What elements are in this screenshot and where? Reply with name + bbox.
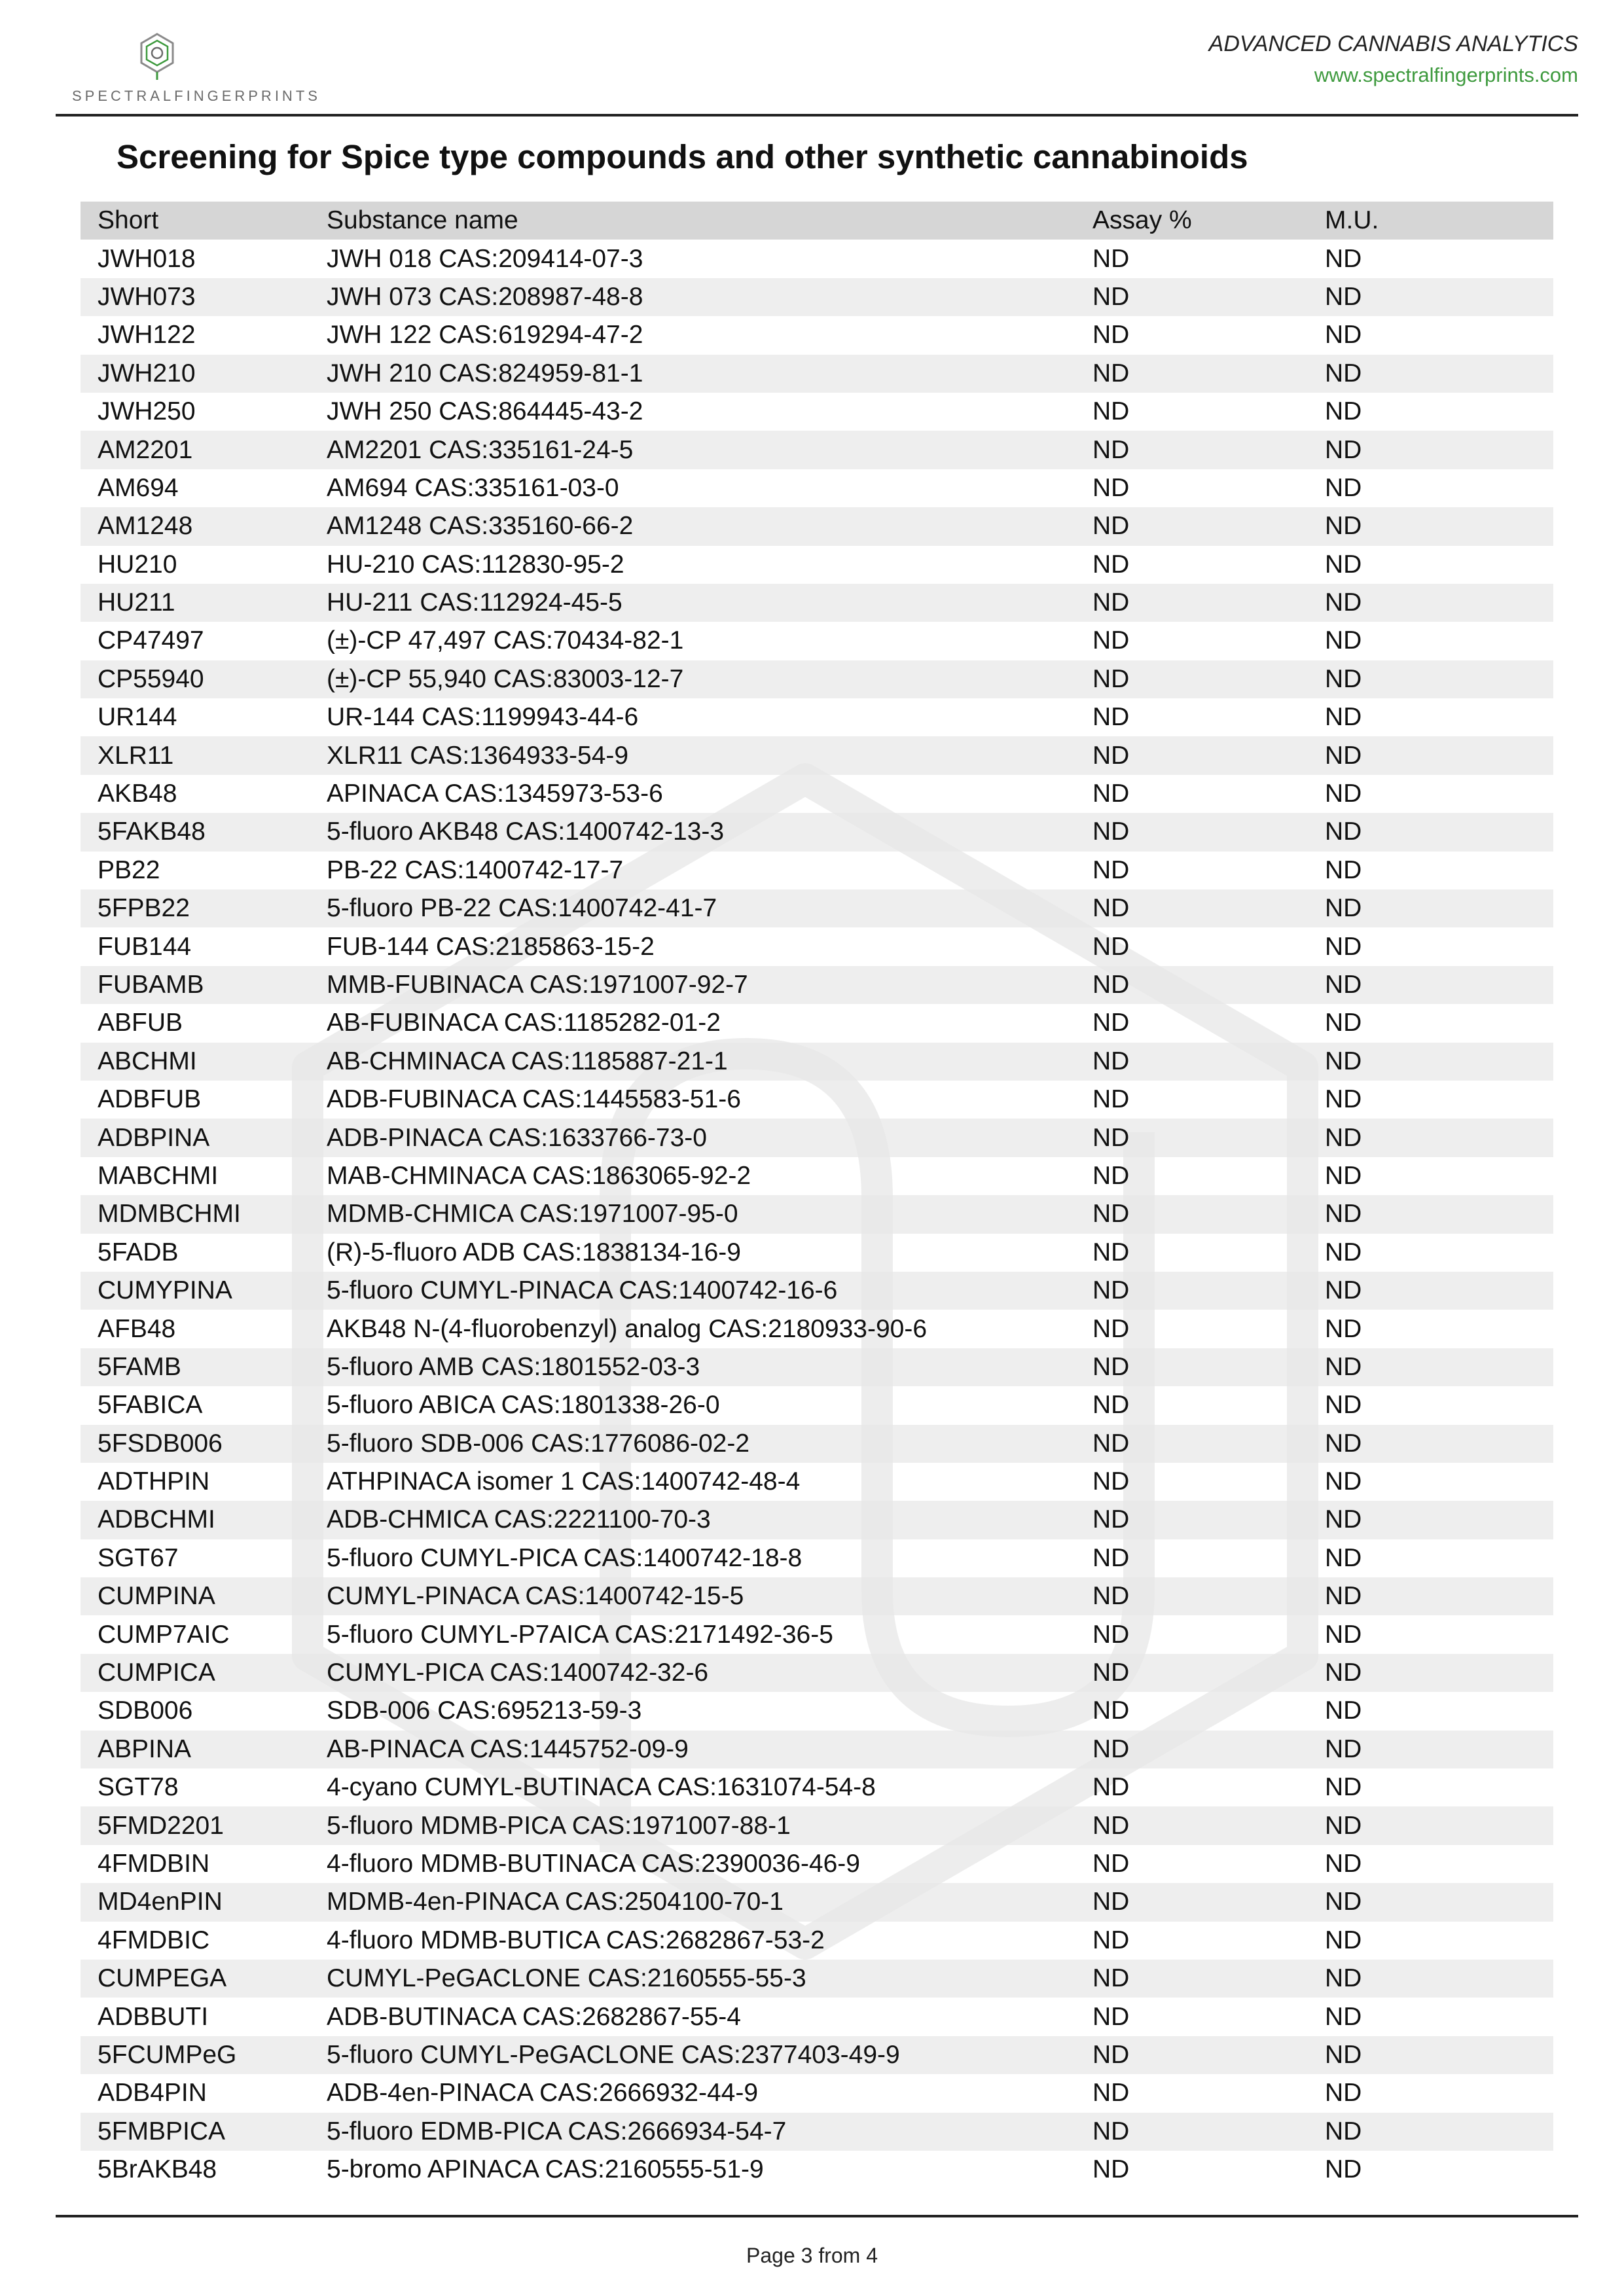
- cell-substance-name: ADB-FUBINACA CAS:1445583-51-6: [327, 1085, 741, 1114]
- table-row: [81, 775, 1553, 813]
- cell-assay: ND: [1075, 1348, 1308, 1386]
- cell-substance-name: MAB-CHMINACA CAS:1863065-92-2: [327, 1161, 751, 1190]
- cell-assay: ND: [1092, 2002, 1130, 2031]
- cell-short: 4FMDBIN: [98, 1849, 210, 1878]
- table-row: [81, 1960, 1553, 1998]
- cell-substance-name: 5-fluoro CUMYL-P7AICA CAS:2171492-36-5: [327, 1620, 833, 1649]
- cell-assay: ND: [1075, 278, 1308, 316]
- table-row: [81, 469, 1553, 507]
- cell-short: PB22: [98, 855, 160, 884]
- cell-short: 5FSDB006: [81, 1425, 310, 1463]
- cell-mu: ND: [1308, 1272, 1553, 1310]
- cell-substance-name: JWH 018 CAS:209414-07-3: [327, 244, 643, 273]
- cell-mu: ND: [1308, 507, 1553, 545]
- logo-icon: [137, 31, 177, 81]
- cell-assay: ND: [1092, 473, 1130, 502]
- company-name: ADVANCED CANNABIS ANALYTICS: [1208, 31, 1578, 56]
- cell-mu: ND: [1308, 1654, 1553, 1692]
- cell-mu: ND: [1325, 2002, 1362, 2031]
- cell-short: 4FMDBIC: [98, 1926, 210, 1954]
- cell-assay: ND: [1092, 1391, 1130, 1420]
- cell-short: ADBPINA: [81, 1119, 310, 1157]
- table-header-row: [81, 202, 1553, 240]
- cell-mu: ND: [1325, 1085, 1362, 1114]
- cell-assay: ND: [1092, 780, 1130, 808]
- cell-short: 5FAMB: [81, 1348, 310, 1386]
- cell-substance-name: AB-PINACA CAS:1445752-09-9: [310, 1731, 1075, 1768]
- logo-text: SPECTRALFINGERPRINTS: [72, 88, 321, 104]
- column-header-substance-name: Substance name: [310, 202, 1075, 240]
- table-row: [81, 278, 1553, 316]
- cell-substance-name: HU-210 CAS:112830-95-2: [327, 550, 624, 579]
- cell-assay: ND: [1075, 966, 1308, 1004]
- table-row: [81, 1998, 1553, 2036]
- cell-assay: ND: [1075, 507, 1308, 545]
- cell-short: 5BrAKB48: [98, 2155, 217, 2184]
- cell-substance-name: UR-144 CAS:1199943-44-6: [327, 703, 639, 732]
- column-header-mu: M.U.: [1308, 202, 1553, 240]
- cell-substance-name: CUMYL-PINACA CAS:1400742-15-5: [310, 1577, 1075, 1615]
- cell-substance-name: 5-fluoro MDMB-PICA CAS:1971007-88-1: [310, 1806, 1075, 1844]
- cell-short: ADB4PIN: [98, 2079, 207, 2108]
- cell-assay: ND: [1092, 1773, 1130, 1802]
- table-row: [81, 1386, 1553, 1424]
- table-row: [81, 889, 1553, 927]
- cell-assay: ND: [1075, 1654, 1308, 1692]
- cell-mu: ND: [1325, 1926, 1362, 1954]
- cell-substance-name: MDMB-CHMICA CAS:1971007-95-0: [310, 1195, 1075, 1233]
- table-row: [81, 316, 1553, 354]
- cell-assay: ND: [1092, 1314, 1130, 1343]
- cell-assay: ND: [1075, 1960, 1308, 1998]
- cell-substance-name: 4-fluoro MDMB-BUTINACA CAS:2390036-46-9: [327, 1849, 860, 1878]
- cell-substance-name: MDMB-4en-PINACA CAS:2504100-70-1: [310, 1883, 1075, 1921]
- cell-mu: ND: [1325, 321, 1362, 350]
- cell-assay: ND: [1075, 1806, 1308, 1844]
- cell-mu: ND: [1308, 1425, 1553, 1463]
- cell-mu: ND: [1325, 1467, 1362, 1496]
- cell-mu: ND: [1325, 1620, 1362, 1649]
- cell-short: JWH073: [81, 278, 310, 316]
- cell-mu: ND: [1325, 780, 1362, 808]
- cell-mu: ND: [1325, 1314, 1362, 1343]
- cell-short: MD4enPIN: [81, 1883, 310, 1921]
- cell-short: 5FMBPICA: [81, 2113, 310, 2151]
- cell-assay: ND: [1092, 1849, 1130, 1878]
- table-row: [81, 852, 1553, 889]
- cell-assay: ND: [1092, 626, 1130, 655]
- cell-substance-name: 5-fluoro AMB CAS:1801552-03-3: [310, 1348, 1075, 1386]
- table-row: [81, 1883, 1553, 1921]
- cell-short: FUB144: [98, 932, 192, 961]
- cell-mu: ND: [1308, 1043, 1553, 1081]
- cell-assay: ND: [1075, 813, 1308, 851]
- cell-mu: ND: [1325, 1391, 1362, 1420]
- table-row: [81, 1845, 1553, 1883]
- cell-assay: ND: [1092, 244, 1130, 273]
- cell-short: ADBBUTI: [98, 2002, 209, 2031]
- table-row: [81, 1195, 1553, 1233]
- cell-substance-name: AM1248 CAS:335160-66-2: [310, 507, 1075, 545]
- cell-mu: ND: [1325, 244, 1362, 273]
- cell-short: 5FADB: [98, 1238, 179, 1266]
- page-title: Screening for Spice type compounds and other synthetic cannabinoids: [117, 138, 1248, 175]
- cell-substance-name: PB-22 CAS:1400742-17-7: [327, 855, 624, 884]
- cell-assay: ND: [1092, 1085, 1130, 1114]
- cell-short: SGT78: [98, 1773, 179, 1802]
- cell-substance-name: JWH 210 CAS:824959-81-1: [310, 355, 1075, 393]
- cell-substance-name: MMB-FUBINACA CAS:1971007-92-7: [310, 966, 1075, 1004]
- cell-assay: ND: [1092, 1009, 1130, 1037]
- table-row: [81, 736, 1553, 774]
- cell-short: 5FAKB48: [81, 813, 310, 851]
- cell-assay: ND: [1092, 321, 1130, 350]
- cell-short: 5FPB22: [81, 889, 310, 927]
- cell-assay: ND: [1075, 355, 1308, 393]
- table-row: [81, 660, 1553, 698]
- table-row: [81, 1425, 1553, 1463]
- column-header-short: Short: [81, 202, 310, 240]
- cell-substance-name: JWH 073 CAS:208987-48-8: [310, 278, 1075, 316]
- cell-assay: ND: [1075, 1883, 1308, 1921]
- cell-substance-name: ADB-PINACA CAS:1633766-73-0: [310, 1119, 1075, 1157]
- cell-assay: ND: [1092, 1696, 1130, 1725]
- cell-substance-name: 5-fluoro ABICA CAS:1801338-26-0: [327, 1391, 720, 1420]
- header-divider: [56, 114, 1578, 117]
- cell-assay: ND: [1075, 2113, 1308, 2151]
- cell-short: HU211: [81, 584, 310, 622]
- cell-mu: ND: [1325, 703, 1362, 732]
- cell-short: SDB006: [98, 1696, 193, 1725]
- cell-mu: ND: [1308, 1731, 1553, 1768]
- cell-short: CUMPICA: [81, 1654, 310, 1692]
- cell-substance-name: AM694 CAS:335161-03-0: [327, 473, 619, 502]
- cell-mu: ND: [1325, 550, 1362, 579]
- cell-mu: ND: [1308, 966, 1553, 1004]
- cell-substance-name: 5-fluoro CUMYL-PICA CAS:1400742-18-8: [327, 1543, 803, 1572]
- cell-assay: ND: [1092, 397, 1130, 426]
- cell-short: SGT67: [98, 1543, 179, 1572]
- table-row: [81, 1501, 1553, 1539]
- cell-short: UR144: [98, 703, 177, 732]
- table-row: [81, 1922, 1553, 1960]
- cell-substance-name: AB-FUBINACA CAS:1185282-01-2: [327, 1009, 721, 1037]
- cell-substance-name: 5-fluoro EDMB-PICA CAS:2666934-54-7: [310, 2113, 1075, 2151]
- cell-short: ABPINA: [81, 1731, 310, 1768]
- company-logo: [65, 31, 321, 110]
- cell-short: JWH210: [81, 355, 310, 393]
- cell-mu: ND: [1325, 473, 1362, 502]
- cell-mu: ND: [1308, 2036, 1553, 2074]
- cell-mu: ND: [1308, 1195, 1553, 1233]
- cell-mu: ND: [1325, 1543, 1362, 1572]
- cell-mu: ND: [1308, 1348, 1553, 1386]
- cell-substance-name: AM2201 CAS:335161-24-5: [310, 431, 1075, 469]
- cell-mu: ND: [1308, 889, 1553, 927]
- table-row: [81, 393, 1553, 431]
- cell-short: FUBAMB: [81, 966, 310, 1004]
- column-header-assay: Assay %: [1075, 202, 1308, 240]
- cell-mu: ND: [1308, 1119, 1553, 1157]
- cell-short: CUMYPINA: [81, 1272, 310, 1310]
- cell-mu: ND: [1325, 855, 1362, 884]
- cell-substance-name: JWH 122 CAS:619294-47-2: [327, 321, 643, 350]
- cell-mu: ND: [1325, 626, 1362, 655]
- cell-mu: ND: [1308, 431, 1553, 469]
- cell-assay: ND: [1075, 660, 1308, 698]
- cell-mu: ND: [1308, 660, 1553, 698]
- cell-substance-name: HU-211 CAS:112924-45-5: [310, 584, 1075, 622]
- cell-assay: ND: [1075, 1195, 1308, 1233]
- table-row: [81, 1654, 1553, 1692]
- cell-assay: ND: [1075, 1119, 1308, 1157]
- cell-substance-name: 5-fluoro PB-22 CAS:1400742-41-7: [310, 889, 1075, 927]
- cell-assay: ND: [1092, 932, 1130, 961]
- table-row: [81, 431, 1553, 469]
- cell-mu: ND: [1308, 736, 1553, 774]
- table-row: [81, 1119, 1553, 1157]
- results-table: [81, 202, 1553, 2189]
- table-row: [81, 1539, 1553, 1577]
- cell-short: JWH018: [98, 244, 196, 273]
- table-row: [81, 1272, 1553, 1310]
- table-row: [81, 927, 1553, 965]
- cell-substance-name: ADB-4en-PINACA CAS:2666932-44-9: [327, 2079, 759, 2108]
- cell-mu: ND: [1308, 2113, 1553, 2151]
- cell-substance-name: FUB-144 CAS:2185863-15-2: [327, 932, 655, 961]
- cell-short: AM1248: [81, 507, 310, 545]
- table-row: [81, 966, 1553, 1004]
- cell-assay: ND: [1075, 736, 1308, 774]
- cell-assay: ND: [1075, 1577, 1308, 1615]
- cell-short: ADTHPIN: [98, 1467, 210, 1496]
- cell-substance-name: 5-fluoro CUMYL-PeGACLONE CAS:2377403-49-9: [310, 2036, 1075, 2074]
- table-row: [81, 507, 1553, 545]
- cell-assay: ND: [1092, 855, 1130, 884]
- cell-short: ADBFUB: [98, 1085, 202, 1114]
- cell-assay: ND: [1092, 550, 1130, 579]
- cell-assay: ND: [1092, 1238, 1130, 1266]
- cell-mu: ND: [1325, 1773, 1362, 1802]
- cell-assay: ND: [1092, 703, 1130, 732]
- table-row: [81, 1731, 1553, 1768]
- cell-mu: ND: [1325, 1161, 1362, 1190]
- cell-substance-name: 4-cyano CUMYL-BUTINACA CAS:1631074-54-8: [327, 1773, 876, 1802]
- cell-short: ADBCHMI: [81, 1501, 310, 1539]
- cell-substance-name: AKB48 N-(4-fluorobenzyl) analog CAS:2180933-90-6: [327, 1314, 928, 1343]
- table-row: [81, 1348, 1553, 1386]
- cell-assay: ND: [1092, 1926, 1130, 1954]
- cell-assay: ND: [1075, 1043, 1308, 1081]
- cell-mu: ND: [1325, 2079, 1362, 2108]
- cell-short: 5FCUMPeG: [81, 2036, 310, 2074]
- footer-divider: [56, 2215, 1578, 2217]
- cell-mu: ND: [1308, 813, 1553, 851]
- cell-mu: ND: [1325, 1849, 1362, 1878]
- table-row: [81, 1004, 1553, 1042]
- cell-assay: ND: [1075, 1731, 1308, 1768]
- cell-mu: ND: [1325, 397, 1362, 426]
- cell-short: AFB48: [98, 1314, 176, 1343]
- table-row: [81, 698, 1553, 736]
- cell-substance-name: (±)-CP 47,497 CAS:70434-82-1: [327, 626, 684, 655]
- table-row: [81, 2113, 1553, 2151]
- cell-mu: ND: [1308, 1501, 1553, 1539]
- cell-substance-name: ATHPINACA isomer 1 CAS:1400742-48-4: [327, 1467, 801, 1496]
- cell-substance-name: 5-fluoro AKB48 CAS:1400742-13-3: [310, 813, 1075, 851]
- cell-assay: ND: [1075, 1501, 1308, 1539]
- table-row: [81, 1692, 1553, 1730]
- cell-substance-name: XLR11 CAS:1364933-54-9: [310, 736, 1075, 774]
- cell-short: ABCHMI: [81, 1043, 310, 1081]
- cell-short: AKB48: [98, 780, 177, 808]
- cell-short: 5FABICA: [98, 1391, 203, 1420]
- cell-substance-name: APINACA CAS:1345973-53-6: [327, 780, 663, 808]
- cell-assay: ND: [1075, 584, 1308, 622]
- cell-short: JWH122: [98, 321, 196, 350]
- cell-assay: ND: [1075, 2036, 1308, 2074]
- table-row: [81, 622, 1553, 660]
- page-number: Page 3 from 4: [746, 2244, 878, 2267]
- page-header: [1209, 31, 1578, 87]
- cell-mu: ND: [1308, 1883, 1553, 1921]
- table-row: [81, 1806, 1553, 1844]
- table-row: [81, 1157, 1553, 1195]
- cell-substance-name: 5-fluoro SDB-006 CAS:1776086-02-2: [310, 1425, 1075, 1463]
- cell-substance-name: 5-fluoro CUMYL-PINACA CAS:1400742-16-6: [310, 1272, 1075, 1310]
- cell-short: MDMBCHMI: [81, 1195, 310, 1233]
- cell-assay: ND: [1075, 1425, 1308, 1463]
- cell-short: AM2201: [81, 431, 310, 469]
- cell-mu: ND: [1308, 1577, 1553, 1615]
- cell-mu: ND: [1325, 932, 1362, 961]
- cell-mu: ND: [1325, 1238, 1362, 1266]
- table-row: [81, 1463, 1553, 1501]
- cell-mu: ND: [1325, 1696, 1362, 1725]
- cell-substance-name: 4-fluoro MDMB-BUTICA CAS:2682867-53-2: [327, 1926, 825, 1954]
- cell-substance-name: AB-CHMINACA CAS:1185887-21-1: [310, 1043, 1075, 1081]
- cell-short: XLR11: [81, 736, 310, 774]
- cell-assay: ND: [1075, 431, 1308, 469]
- cell-substance-name: ADB-CHMICA CAS:2221100-70-3: [310, 1501, 1075, 1539]
- table-row: [81, 2074, 1553, 2112]
- cell-mu: ND: [1308, 355, 1553, 393]
- cell-assay: ND: [1092, 1620, 1130, 1649]
- table-row: [81, 1043, 1553, 1081]
- cell-substance-name: ADB-BUTINACA CAS:2682867-55-4: [327, 2002, 741, 2031]
- cell-short: ABFUB: [98, 1009, 183, 1037]
- table-row: [81, 1577, 1553, 1615]
- cell-short: CUMPINA: [81, 1577, 310, 1615]
- cell-substance-name: CUMYL-PeGACLONE CAS:2160555-55-3: [310, 1960, 1075, 1998]
- cell-short: MABCHMI: [98, 1161, 219, 1190]
- cell-assay: ND: [1092, 1467, 1130, 1496]
- table-row: [81, 2151, 1553, 2189]
- cell-substance-name: SDB-006 CAS:695213-59-3: [327, 1696, 642, 1725]
- cell-short: CUMPEGA: [81, 1960, 310, 1998]
- cell-substance-name: CUMYL-PICA CAS:1400742-32-6: [310, 1654, 1075, 1692]
- cell-short: 5FMD2201: [81, 1806, 310, 1844]
- table-row: [81, 1234, 1553, 1272]
- table-row: [81, 1768, 1553, 1806]
- table-row: [81, 1615, 1553, 1653]
- cell-short: AM694: [98, 473, 179, 502]
- cell-assay: ND: [1092, 1543, 1130, 1572]
- cell-assay: ND: [1092, 2079, 1130, 2108]
- table-row: [81, 584, 1553, 622]
- cell-substance-name: JWH 250 CAS:864445-43-2: [327, 397, 643, 426]
- table-body: [81, 240, 1553, 2189]
- cell-mu: ND: [1308, 278, 1553, 316]
- cell-mu: ND: [1325, 1009, 1362, 1037]
- cell-assay: ND: [1092, 1161, 1130, 1190]
- website-link[interactable]: www.spectralfingerprints.com: [1314, 63, 1578, 86]
- table-row: [81, 2036, 1553, 2074]
- table-row: [81, 1081, 1553, 1119]
- cell-assay: ND: [1075, 1272, 1308, 1310]
- table-row: [81, 813, 1553, 851]
- cell-assay: ND: [1075, 889, 1308, 927]
- cell-mu: ND: [1308, 1960, 1553, 1998]
- cell-short: CP47497: [98, 626, 204, 655]
- cell-substance-name: (±)-CP 55,940 CAS:83003-12-7: [310, 660, 1075, 698]
- cell-short: CUMP7AIC: [98, 1620, 230, 1649]
- cell-mu: ND: [1325, 2155, 1362, 2184]
- table-row: [81, 1310, 1553, 1348]
- cell-short: HU210: [98, 550, 177, 579]
- cell-substance-name: 5-bromo APINACA CAS:2160555-51-9: [327, 2155, 764, 2184]
- cell-mu: ND: [1308, 584, 1553, 622]
- cell-mu: ND: [1308, 1806, 1553, 1844]
- table-row: [81, 240, 1553, 278]
- table-row: [81, 355, 1553, 393]
- table-row: [81, 546, 1553, 584]
- cell-short: JWH250: [98, 397, 196, 426]
- cell-short: CP55940: [81, 660, 310, 698]
- cell-substance-name: (R)-5-fluoro ADB CAS:1838134-16-9: [327, 1238, 741, 1266]
- cell-assay: ND: [1092, 2155, 1130, 2184]
